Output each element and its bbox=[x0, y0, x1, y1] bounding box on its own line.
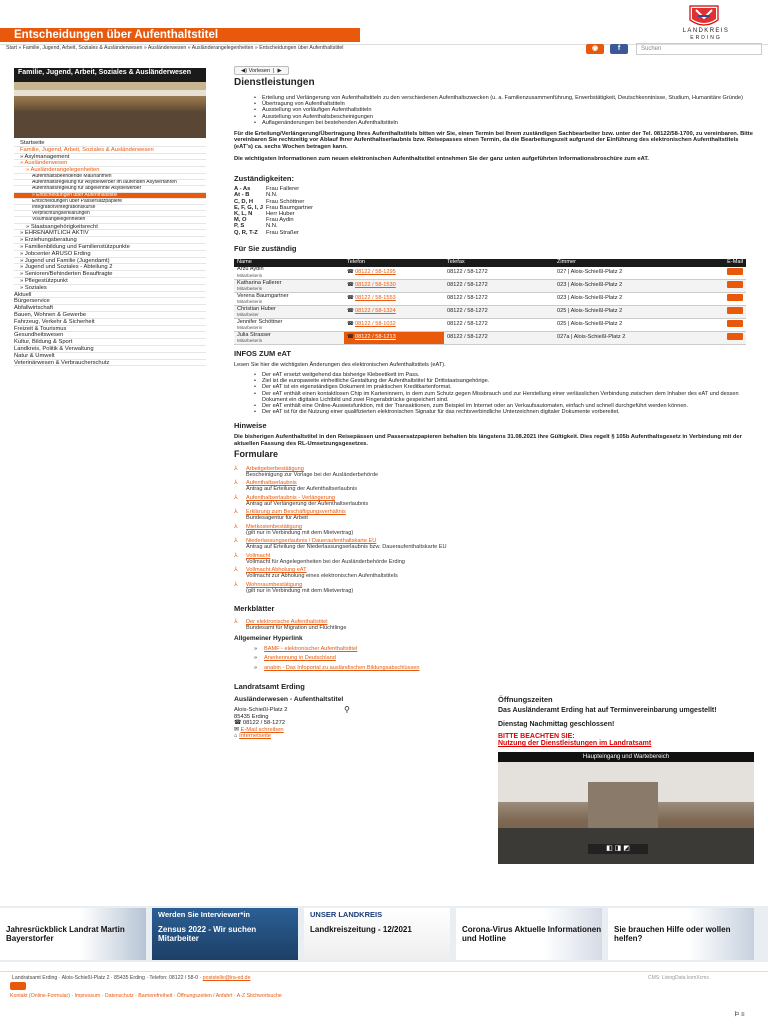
form-item[interactable] bbox=[234, 538, 754, 550]
table-row bbox=[234, 319, 746, 332]
contact-role: Mitarbeiterin bbox=[237, 273, 263, 279]
teaser-card[interactable] bbox=[152, 908, 298, 960]
sidebar-item[interactable]: Bürgerservice bbox=[14, 298, 206, 305]
sidebar-item[interactable]: » Ausländerwesen bbox=[14, 160, 206, 167]
responsible-person: Frau Fallerer bbox=[266, 186, 300, 193]
web-icon: ⌂ bbox=[234, 733, 240, 740]
form-link[interactable]: Mietkostenbestätigung bbox=[246, 523, 302, 530]
mail-icon[interactable] bbox=[727, 294, 743, 301]
pdf-icon: ⅄ bbox=[234, 538, 238, 545]
address-city: 85435 Erding bbox=[234, 713, 269, 720]
fax-cell: 08122 / 58-1272 bbox=[444, 319, 554, 332]
sidebar-item[interactable]: » Senioren/Behinderten Beauftragte bbox=[14, 271, 206, 278]
phone-cell[interactable] bbox=[344, 332, 444, 345]
opening-note-2: Dienstag Nachmittag geschlossen! bbox=[498, 721, 615, 729]
leaflet-item[interactable] bbox=[234, 619, 754, 631]
sidebar-item[interactable]: Aufenthaltsregelung für abgelehnte Asylbewerber bbox=[14, 186, 206, 192]
footer-address bbox=[12, 975, 632, 981]
contact-name: Christian Huber bbox=[237, 305, 276, 312]
responsible-person: N.N. bbox=[266, 223, 278, 230]
contact-name: Verena Baumgartner bbox=[237, 292, 289, 299]
sidebar-item[interactable]: Gesundheitswesen bbox=[14, 332, 206, 339]
sidebar-item[interactable]: Entscheidungen über Passersatzpapiere bbox=[14, 199, 206, 205]
eat-intro: Lesen Sie hier die wichtigsten Änderungen des elektronischen Aufenthaltstitels (eAT). bbox=[234, 362, 446, 369]
teaser-title: Landkreiszeitung - 12/2021 bbox=[310, 925, 412, 934]
sidebar-photo bbox=[14, 82, 206, 138]
teaser-card[interactable] bbox=[304, 908, 450, 960]
room-cell: 023 | Alois-Schießl-Platz 2 bbox=[554, 293, 684, 306]
logo-text: LANDKREIS bbox=[682, 28, 730, 34]
form-desc: Vollmacht zur Abholung eines elektronischen Aufenthaltstitels bbox=[246, 573, 398, 580]
room-cell: 025 | Alois-Schießl-Platz 2 bbox=[554, 306, 684, 319]
sidebar-item[interactable]: » EHRENAMTLICH AKTIV bbox=[14, 230, 206, 237]
phone-link[interactable]: 08122 / 58-1213 bbox=[355, 334, 396, 341]
eat-item: • Der eAT enthält eine Online-Ausweisfunktion, mit der Transaktionen, zum Beispiel im Internet oder an Verkaufsautomaten, einfach und schnell durchgeführt werden können. bbox=[254, 403, 754, 409]
email-cell[interactable] bbox=[684, 306, 746, 319]
mail-icon[interactable] bbox=[727, 320, 743, 327]
attention-label: BITTE BEACHTEN SIE: bbox=[498, 732, 575, 740]
room-cell: 027a | Alois-Schießl-Platz 2 bbox=[554, 332, 684, 345]
letter-range: E, F, G, I, J bbox=[234, 204, 263, 211]
sidebar-item[interactable]: » Pflegestützpunkt bbox=[14, 278, 206, 285]
phone-cell[interactable] bbox=[344, 267, 444, 280]
form-desc: Bescheinigung zur Vorlage bei der Ausländerbehörde bbox=[246, 471, 379, 478]
footer-links[interactable]: Kontakt (Online-Formular) · Impressum · Datenschutz · Barrierefreiheit · Öffnungszeiten / Anfahrt · A-Z Stichwortsuche bbox=[10, 993, 282, 999]
photo-caption: Haupteingang und Wartebereich bbox=[498, 752, 754, 762]
form-desc: Antrag auf Erteilung der Niederlassungserlaubnis bzw. Daueraufenthaltskarte EU bbox=[246, 544, 447, 551]
teaser-card[interactable] bbox=[608, 908, 754, 960]
sidebar-item[interactable]: Natur & Umwelt bbox=[14, 353, 206, 360]
sidebar-item[interactable]: » Staatsangehörigkeitsrecht bbox=[14, 224, 206, 231]
email-cell[interactable] bbox=[684, 267, 746, 280]
form-link[interactable]: Erklärung zum Beschäftigungsverhältnis bbox=[246, 509, 346, 516]
read-aloud-button[interactable]: ◀) Vorlesen | ▶ bbox=[234, 66, 289, 75]
entrance-photo[interactable] bbox=[498, 752, 754, 864]
hyperlink-item[interactable] bbox=[254, 665, 754, 672]
form-link[interactable]: Wohnraumbestätigung bbox=[246, 581, 303, 588]
sidebar-nav bbox=[14, 140, 206, 366]
responsibilities-list bbox=[234, 186, 754, 236]
hyperlink[interactable]: BAMF - elektronischer Aufenthaltstitel bbox=[264, 645, 358, 652]
letter-range: P, S bbox=[234, 223, 245, 230]
teaser-title: Corona-Virus Aktuelle Informationen und Hotline bbox=[462, 925, 602, 943]
table-row bbox=[234, 293, 746, 306]
eat-item: • Ziel ist die europaweite einheitliche Gestaltung der Aufenthaltstitel für Drittstaatsangehörige. bbox=[254, 378, 754, 384]
header bbox=[0, 0, 768, 44]
contact-role: Mitarbeiterin bbox=[237, 325, 263, 331]
section-heading-services: Dienstleistungen bbox=[234, 77, 315, 88]
hyperlink-item[interactable] bbox=[254, 655, 754, 662]
form-item[interactable] bbox=[234, 553, 754, 565]
responsible-person: Herr Huber bbox=[266, 211, 295, 218]
form-item[interactable] bbox=[234, 495, 754, 507]
footer-email-link[interactable]: poststelle@lra-ed.de bbox=[202, 975, 251, 981]
contact-name: Jennifer Schöttner bbox=[237, 318, 283, 325]
facebook-icon[interactable]: f bbox=[610, 44, 628, 54]
table-row bbox=[234, 306, 746, 319]
hyperlink-list bbox=[234, 646, 754, 672]
mail-icon[interactable] bbox=[727, 268, 743, 275]
contact-name: Katharina Fallerer bbox=[237, 279, 282, 286]
sidebar-item[interactable]: Kultur, Bildung & Sport bbox=[14, 339, 206, 346]
pdf-icon: ⅄ bbox=[234, 509, 238, 516]
attention-link[interactable]: Nutzung der Dienstleistungen im Landratsamt bbox=[498, 740, 652, 748]
contact-name-cell bbox=[234, 267, 344, 280]
phone-icon: ☎ bbox=[347, 334, 354, 341]
sidebar-item[interactable]: Familie, Jugend, Arbeit, Soziales & Ausländerwesen bbox=[14, 147, 206, 154]
table-row bbox=[234, 332, 746, 345]
column-header: Name bbox=[234, 259, 344, 267]
letter-range: At - B bbox=[234, 192, 250, 199]
teaser-card[interactable] bbox=[456, 908, 602, 960]
form-link[interactable]: Aufenthaltserlaubnis - Verlängerung bbox=[246, 494, 335, 501]
mail-icon: ✉ bbox=[234, 726, 241, 733]
sidebar-item[interactable]: » Jobcenter ARUSO Erding bbox=[14, 251, 206, 258]
section-heading-office: Landratsamt Erding bbox=[234, 681, 305, 691]
phone-icon: ☎ bbox=[347, 269, 354, 276]
footer-cms[interactable]: CMS: LivingData komXcms bbox=[648, 975, 709, 981]
phone-cell[interactable] bbox=[344, 280, 444, 293]
form-item[interactable] bbox=[234, 480, 754, 492]
letter-range: A - As bbox=[234, 186, 251, 193]
phone-cell[interactable] bbox=[344, 306, 444, 319]
pdf-icon: ⅄ bbox=[234, 552, 238, 559]
section-heading-notes: Hinweise bbox=[234, 421, 267, 431]
address bbox=[234, 707, 488, 720]
appointment-text: Für die Erteilung/Verlängerung/Übertragung Ihres Aufenthaltstitels bitten wir Sie, einen Termin bei Ihrem zuständigen Sachbearbeiter bzw. unter der Tel. 08122/58-1700, zu vereinbaren. Bitte vereinbaren Sie rechtzeitig vor Ablauf Ihrer Aufenthaltserlaubnis bzw. Reisepasses einen Termin, da die Bearbeitungszeit aufgrund der Einführung des elektronischen Aufenthaltstitels (eAT's) ca. sechs Wochen betragen kann. bbox=[234, 131, 753, 150]
sidebar-item[interactable]: » Entscheidungen über Aufenthaltstitel bbox=[14, 193, 206, 199]
phone-icon: ☎ bbox=[347, 308, 354, 315]
eat-item: • Der eAT enthält einen kontaktlosen Chip im Karteninnern, in dem zum Schutz gegen Missbrauch und zur Herstellung einer verlässlichen Verbindung zwischen dem Inhaber des eAT und dessen Dokument ein digitales Lichtbild und zwei Fingerabdrücke gespeichert sind. bbox=[254, 391, 754, 403]
teaser-top: Werden Sie Interviewer*in bbox=[158, 910, 250, 919]
form-item[interactable] bbox=[234, 524, 754, 536]
sidebar-item[interactable]: Fahrzeug, Verkehr & Sicherheit bbox=[14, 319, 206, 326]
phone-number: 08122 / 58-1272 bbox=[242, 720, 286, 727]
service-item: • Ausstellung von vorläufigen Aufenthaltstiteln bbox=[254, 107, 754, 113]
contact-role: Mitarbeiter bbox=[237, 312, 259, 318]
sidebar-item[interactable]: Integration/Integrationskurse bbox=[14, 205, 206, 211]
rss-icon[interactable]: ◉ bbox=[586, 44, 604, 54]
sidebar-item[interactable]: Bauen, Wohnen & Gewerbe bbox=[14, 312, 206, 319]
email-cell[interactable] bbox=[684, 319, 746, 332]
hyperlink[interactable]: Anerkennung in Deutschland bbox=[264, 655, 336, 662]
form-desc: Antrag auf Erteilung der Aufenthaltserlaubnis bbox=[246, 486, 358, 493]
office-info bbox=[234, 694, 754, 864]
fax-cell: 08122 / 58-1272 bbox=[444, 306, 554, 319]
email-cell[interactable] bbox=[684, 293, 746, 306]
info-text: Die wichtigsten Informationen zum neuen elektronischen Aufenthaltstitel entnehmen Sie der ganz unten aufgeführten Informationsbroschüre zum eAT. bbox=[234, 155, 649, 162]
website-link[interactable]: Internetseite bbox=[239, 733, 272, 740]
form-link[interactable]: Arbeitgeberbestätigung bbox=[246, 465, 304, 472]
mail-icon[interactable] bbox=[727, 307, 743, 314]
phone-icon: ☎ bbox=[234, 720, 243, 727]
sidebar-item[interactable]: » Ausländerangelegenheiten bbox=[14, 167, 206, 174]
sidebar-item[interactable]: » Erziehungsberatung bbox=[14, 237, 206, 244]
sidebar-item[interactable]: Landkreis, Politik & Verwaltung bbox=[14, 346, 206, 353]
section-heading-responsibilities: Zuständigkeiten: bbox=[234, 174, 295, 184]
contact-role: Mitarbeiterin bbox=[237, 286, 263, 292]
sidebar-item[interactable]: Startseite bbox=[14, 140, 206, 147]
phone-cell[interactable] bbox=[344, 293, 444, 306]
column-header: Telefon bbox=[344, 259, 444, 267]
sidebar-item[interactable]: » Asylmanagement bbox=[14, 154, 206, 161]
fax-cell: 08122 / 58-1272 bbox=[444, 267, 554, 280]
bottom-logo-icon[interactable]: ⚐ ≡ bbox=[734, 1012, 745, 1018]
responsible-person: N.N. bbox=[266, 192, 278, 199]
notes-text: Die bisherigen Aufenthaltstitel in den Reisepässen und Passersatzpapieren behalten bis längstens 31.08.2021 ihre Gültigkeit. Dies regelt § 105b Aufenthaltsgesetz in Verbindung mit der aktuellen Fassung des RL-Umsetzungsgesetzes. bbox=[234, 434, 742, 447]
forms-list bbox=[234, 466, 754, 594]
letter-range: M, O bbox=[234, 217, 247, 224]
sidebar-item[interactable]: » Soziales bbox=[14, 285, 206, 292]
room-cell: 025 | Alois-Schießl-Platz 2 bbox=[554, 319, 684, 332]
eat-item: • Der eAT ist für die Nutzung einer qualifizierten elektronischen Signatur für das rechtsverbindliche Unterzeichnen digitaler Dokumente vorbereitet. bbox=[254, 409, 754, 415]
pdf-icon: ⅄ bbox=[234, 494, 238, 501]
responsible-person: Frau Schöttner bbox=[266, 198, 305, 205]
sidebar-item[interactable]: Visumsangelegenheiten bbox=[14, 217, 206, 223]
map-pin-icon[interactable]: ⚲ bbox=[344, 705, 350, 715]
pdf-icon: ⅄ bbox=[234, 523, 238, 530]
contact-name-cell bbox=[234, 280, 344, 293]
service-item: • Auflagenänderungen bei bestehenden Aufenthaltstiteln bbox=[254, 120, 754, 126]
form-link[interactable]: Vollmacht bbox=[246, 552, 271, 559]
column-header: Zimmer bbox=[554, 259, 684, 267]
services-list bbox=[254, 95, 754, 126]
office-contact bbox=[234, 697, 488, 864]
main-content bbox=[234, 66, 754, 864]
sidebar-item[interactable]: Aufenthaltsbeendende Maßnahmen bbox=[14, 174, 206, 180]
opening-hours-heading: Öffnungszeiten bbox=[498, 694, 553, 704]
contact-role: Mitarbeiterin bbox=[237, 299, 263, 305]
contacts-table bbox=[234, 259, 746, 346]
responsible-person: Frau Aydin bbox=[266, 217, 294, 224]
phone-icon: ☎ bbox=[347, 321, 354, 328]
service-item: • Ausstellung von Aufenthaltsbescheinigungen bbox=[254, 114, 754, 120]
responsible-person: Frau Baumgartner bbox=[266, 204, 314, 211]
sidebar bbox=[14, 68, 206, 366]
divider bbox=[0, 971, 768, 972]
service-item: • Erteilung und Verlängerung von Aufenthaltstiteln zu den verschiedenen Aufenthaltszwecken (u. a. Familienzusammenführung, Erwerbstätigkeit, Deutschkenntnisse, Studium, Humanitäre Gründe) bbox=[254, 95, 754, 101]
search-input[interactable]: Suchen bbox=[636, 43, 762, 55]
opening-hours bbox=[498, 694, 754, 864]
phone-link[interactable]: 08122 / 58-1324 bbox=[355, 308, 396, 315]
sidebar-heading: Familie, Jugend, Arbeit, Soziales & Ausländerwesen bbox=[14, 68, 206, 82]
form-item[interactable] bbox=[234, 509, 754, 521]
logo-subtext: ERDING bbox=[690, 35, 722, 41]
email-cell[interactable] bbox=[684, 280, 746, 293]
contact-name: Arzu Aydin bbox=[237, 266, 264, 273]
teaser-title: Jahresrückblick Landrat Martin Bayerstorfer bbox=[6, 925, 125, 943]
room-cell: 023 | Alois-Schießl-Platz 2 bbox=[554, 280, 684, 293]
responsible-person: Frau Straßer bbox=[266, 229, 299, 236]
eat-item: • Der eAT ist ein eigenständiges Dokument im praktischen Kreditkartenformat. bbox=[254, 384, 754, 390]
phone-link[interactable]: 08122 / 58-1530 bbox=[355, 282, 396, 289]
section-heading-leaflets: Merkblätter bbox=[234, 603, 275, 613]
section-heading-eat: INFOS ZUM eAT bbox=[234, 349, 291, 359]
phone-link[interactable]: 08122 / 58-1295 bbox=[355, 269, 396, 276]
letter-range: K, L, N bbox=[234, 211, 253, 218]
leaflet-link[interactable]: Der elektronische Aufenthaltstitel bbox=[246, 618, 328, 625]
service-item: • Übertragung von Aufenthaltstiteln bbox=[254, 101, 754, 107]
contact-name-cell bbox=[234, 332, 344, 345]
section-heading-contacts: Für Sie zuständig bbox=[234, 243, 297, 253]
teaser-top: UNSER LANDKREIS bbox=[310, 910, 383, 919]
table-row bbox=[234, 280, 746, 293]
table-row bbox=[234, 267, 746, 280]
pdf-icon: ⅄ bbox=[234, 618, 238, 625]
address-street: Alois-Schießl-Platz 2 bbox=[234, 707, 288, 714]
teaser-title: Sie brauchen Hilfe oder wollen helfen? bbox=[614, 925, 731, 943]
contact-role: Mitarbeiterin bbox=[237, 338, 263, 344]
sidebar-item[interactable]: » Familienbildung und Familienstützpunkte bbox=[14, 244, 206, 251]
sidebar-item[interactable]: Veterinärwesen & Verbraucherschutz bbox=[14, 360, 206, 367]
fax-cell: 08122 / 58-1272 bbox=[444, 280, 554, 293]
sidebar-item[interactable]: Aufenthaltsregelung für Asylbewerber im laufenden Asylverfahren bbox=[14, 180, 206, 186]
teaser-title: Zensus 2022 - Wir suchen Mitarbeiter bbox=[158, 925, 257, 943]
form-link[interactable]: Vollmacht Abholung eAT bbox=[246, 567, 307, 574]
contact-name-cell bbox=[234, 306, 344, 319]
form-desc: (gilt nur in Verbindung mit dem Mietvertrag) bbox=[246, 587, 354, 594]
eat-list bbox=[254, 372, 754, 415]
form-item[interactable] bbox=[234, 582, 754, 594]
letter-range: Q, R, T-Z bbox=[234, 229, 258, 236]
form-desc: Antrag auf Verlängerung der Aufenthaltserlaubnis bbox=[246, 500, 369, 507]
phone-link[interactable]: 08122 / 58-1553 bbox=[355, 295, 396, 302]
sidebar-item[interactable]: Verpflichtungserklärungen bbox=[14, 211, 206, 217]
form-link[interactable]: Aufenthaltserlaubnis bbox=[246, 480, 297, 487]
form-desc: (gilt nur in Verbindung mit dem Mietvertrag) bbox=[246, 529, 354, 536]
responsibility-row bbox=[234, 230, 754, 236]
sidebar-item[interactable]: » Jugend und Familie (Jugendamt) bbox=[14, 258, 206, 265]
department-name: Ausländerwesen - Aufenthaltstitel bbox=[234, 695, 344, 703]
pdf-icon: ⅄ bbox=[234, 581, 238, 588]
column-header: Telefax bbox=[444, 259, 554, 267]
pdf-icon: ⅄ bbox=[234, 567, 238, 574]
form-item[interactable] bbox=[234, 466, 754, 478]
email-link[interactable]: E-Mail schreiben bbox=[240, 726, 284, 733]
sidebar-item[interactable]: Freizeit & Tourismus bbox=[14, 326, 206, 333]
contact-name-cell bbox=[234, 293, 344, 306]
mail-icon[interactable] bbox=[727, 281, 743, 288]
phone-icon: ☎ bbox=[347, 295, 354, 302]
footer-mail-icon[interactable] bbox=[10, 982, 26, 990]
section-heading-hyperlinks: Allgemeiner Hyperlink bbox=[234, 634, 303, 642]
email-cell[interactable] bbox=[684, 332, 746, 345]
sidebar-item[interactable]: » Jugend und Soziales - Abteilung 2 bbox=[14, 264, 206, 271]
contact-name: Julia Strasser bbox=[237, 331, 271, 338]
room-cell: 027 | Alois-Schießl-Platz 2 bbox=[554, 267, 684, 280]
opening-note-1: Das Ausländeramt Erding hat auf Terminvereinbarung umgestellt! bbox=[498, 707, 717, 715]
footer-address-text: Landratsamt Erding · Alois-Schießl-Platz 2 · 85435 Erding · Telefon: 08122 / 58-0 · bbox=[12, 975, 203, 981]
form-desc: Vollmacht für Angelegenheiten bei der Ausländerbehörde Erding bbox=[246, 558, 405, 565]
leaflet-desc: Bundesamt für Migration und Flüchtlinge bbox=[246, 624, 347, 631]
web-row bbox=[234, 733, 488, 740]
teaser-card[interactable] bbox=[0, 908, 146, 960]
page-title: Entscheidungen über Aufenthaltstitel bbox=[0, 28, 360, 42]
phone-icon: ☎ bbox=[347, 282, 354, 289]
form-desc: Bundesagentur für Arbeit bbox=[246, 515, 308, 522]
letter-range: C, D, H bbox=[234, 198, 254, 205]
pdf-icon: ⅄ bbox=[234, 480, 238, 487]
phone-cell[interactable] bbox=[344, 319, 444, 332]
mail-icon[interactable] bbox=[727, 333, 743, 340]
hyperlink-item[interactable] bbox=[254, 646, 754, 653]
column-header: E-Mail bbox=[684, 259, 746, 267]
pdf-icon: ⅄ bbox=[234, 465, 238, 472]
form-item[interactable] bbox=[234, 567, 754, 579]
fax-cell: 08122 / 58-1272 bbox=[444, 332, 554, 345]
fax-cell: 08122 / 58-1272 bbox=[444, 293, 554, 306]
photo-viewer-controls[interactable]: ◧ ◨ ◩ bbox=[588, 844, 648, 854]
read-aloud-label: Vorlesen bbox=[248, 68, 270, 74]
teaser-banner bbox=[0, 906, 768, 962]
phone-link[interactable]: 08122 / 58-1032 bbox=[355, 321, 396, 328]
breadcrumb[interactable]: Start » Familie, Jugend, Arbeit, Soziales & Ausländerwesen » Ausländerwesen » Ausländerangelegenheiten » Entscheidungen über Aufenthaltstitel bbox=[6, 45, 344, 51]
section-heading-forms: Formulare bbox=[234, 449, 279, 460]
form-link[interactable]: Niederlassungserlaubnis / Daueraufenthaltskarte EU bbox=[246, 538, 377, 545]
hyperlink[interactable]: anabin - Das Infoportal zu ausländischen Bildungsabschlüssen bbox=[264, 665, 420, 672]
sidebar-item[interactable]: Aktuell bbox=[14, 292, 206, 299]
eat-item: • Der eAT ersetzt weitgehend das bisherige Klebeetikett im Pass. bbox=[254, 372, 754, 378]
sidebar-item[interactable]: Abfallwirtschaft bbox=[14, 305, 206, 312]
contact-name-cell bbox=[234, 319, 344, 332]
